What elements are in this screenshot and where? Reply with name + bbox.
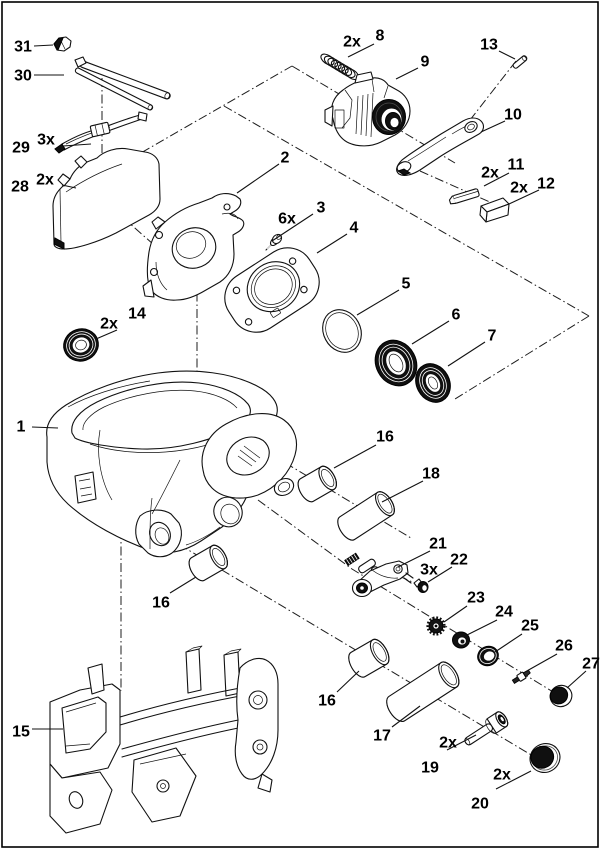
part-22-screw [414, 579, 428, 593]
callout-11-quantity: 2x [481, 164, 499, 182]
part-16-guide-bushing-lower [345, 636, 393, 680]
callout-17-label: 17 [373, 727, 391, 745]
part-1-caliper-housing [47, 371, 297, 557]
part-16-guide-bushing-upper [294, 463, 340, 504]
callout-6-label: 6 [451, 306, 461, 324]
callout-28-quantity: 2x [36, 171, 54, 189]
callout-10-label: 10 [504, 106, 522, 124]
callout-22-quantity: 3x [420, 561, 438, 579]
callout-18-leader [382, 481, 423, 502]
part-27-cap [546, 681, 576, 710]
part-17-roller-pin [383, 659, 463, 725]
part-5-o-ring [315, 303, 368, 359]
part-18-piston [334, 489, 398, 544]
callout-31-label: 31 [14, 38, 32, 56]
callout-16-label: 16 [152, 594, 170, 612]
callout-7-leader [448, 342, 485, 366]
part-23-gear [428, 618, 445, 635]
part-21-adjuster-shaft-lever [345, 553, 413, 596]
callout-26-leader [525, 654, 557, 672]
callout-3-label: 3 [316, 199, 326, 217]
callout-11-label: 11 [507, 156, 525, 174]
callout-5-label: 5 [401, 275, 411, 293]
part-14-grommet-seal [59, 324, 102, 365]
callout-2-leader [237, 164, 279, 193]
callout-12-label: 12 [537, 175, 555, 193]
callout-8-label: 8 [375, 27, 385, 45]
part-12-block [480, 198, 509, 222]
callout-20-quantity: 2x [493, 766, 511, 784]
callout-6-leader [412, 321, 449, 344]
callout-15-label: 15 [12, 723, 30, 741]
callout-14-quantity: 2x [100, 315, 118, 333]
part-31-cap-clip [54, 37, 71, 51]
part-19-bolt [461, 710, 510, 750]
part-11-shim-plate [449, 188, 480, 204]
callout-16-label: 16 [376, 428, 394, 446]
callout-26-label: 26 [555, 637, 573, 655]
callout-16-leader [337, 671, 359, 692]
callout-24-leader [467, 620, 497, 635]
callout-19-quantity: 2x [439, 734, 457, 752]
callout-1-label: 1 [16, 418, 26, 436]
callout-8-quantity: 2x [343, 33, 361, 51]
callout-29-label: 29 [12, 139, 30, 157]
callout-25-leader [495, 634, 522, 652]
callout-14-label: 14 [128, 305, 146, 323]
callout-12-quantity: 2x [510, 179, 528, 197]
callout-4-leader [317, 234, 347, 253]
part-8-spring [319, 52, 360, 82]
part-9-adjuster-actuator [325, 72, 410, 146]
callout-16-label: 16 [318, 692, 336, 710]
callout-27-leader [567, 671, 586, 688]
callout-21-label: 21 [429, 535, 447, 553]
callout-19-label: 19 [421, 759, 439, 777]
callout-16-leader [170, 577, 196, 593]
part-26-fitting [512, 669, 532, 685]
part-30-retainer-pins [75, 57, 172, 111]
callout-5-leader [357, 290, 399, 315]
callout-10-leader [481, 121, 505, 132]
callout-29-quantity: 3x [37, 131, 55, 149]
callout-27-label: 27 [582, 655, 600, 673]
callout-9-label: 9 [420, 53, 430, 71]
callout-23-leader [444, 606, 467, 622]
callout-13-label: 13 [480, 36, 498, 54]
callout-25-label: 25 [521, 617, 539, 635]
callout-31-leader [34, 45, 53, 46]
part-20-cap-large [525, 738, 566, 778]
part-16-guide-bushing-middle [185, 542, 231, 583]
assembly-axis-line [258, 500, 563, 698]
callout-13-leader [499, 51, 515, 59]
callout-24-label: 24 [495, 603, 513, 621]
part-24-washer-bushing [453, 632, 470, 648]
part-15-carrier-bracket [50, 646, 278, 833]
callout-18-label: 18 [422, 465, 440, 483]
callout-7-label: 7 [487, 327, 497, 345]
callout-9-leader [396, 68, 418, 79]
callout-4-label: 4 [349, 219, 359, 237]
callout-23-label: 23 [467, 589, 485, 607]
part-13-pin [512, 55, 528, 69]
callout-16-leader [334, 445, 376, 468]
part-28-brake-pad [53, 148, 160, 249]
callout-3-quantity: 6x [278, 210, 296, 228]
part-29-pad-spring-clip [55, 112, 147, 153]
assembly-axis-line [455, 316, 589, 399]
callout-30-label: 30 [14, 67, 32, 85]
callout-22-label: 22 [450, 551, 468, 569]
callout-28-label: 28 [11, 178, 29, 196]
part-10-lever-arm [396, 118, 484, 175]
callout-20-label: 20 [471, 795, 489, 813]
callout-2-label: 2 [280, 149, 290, 167]
